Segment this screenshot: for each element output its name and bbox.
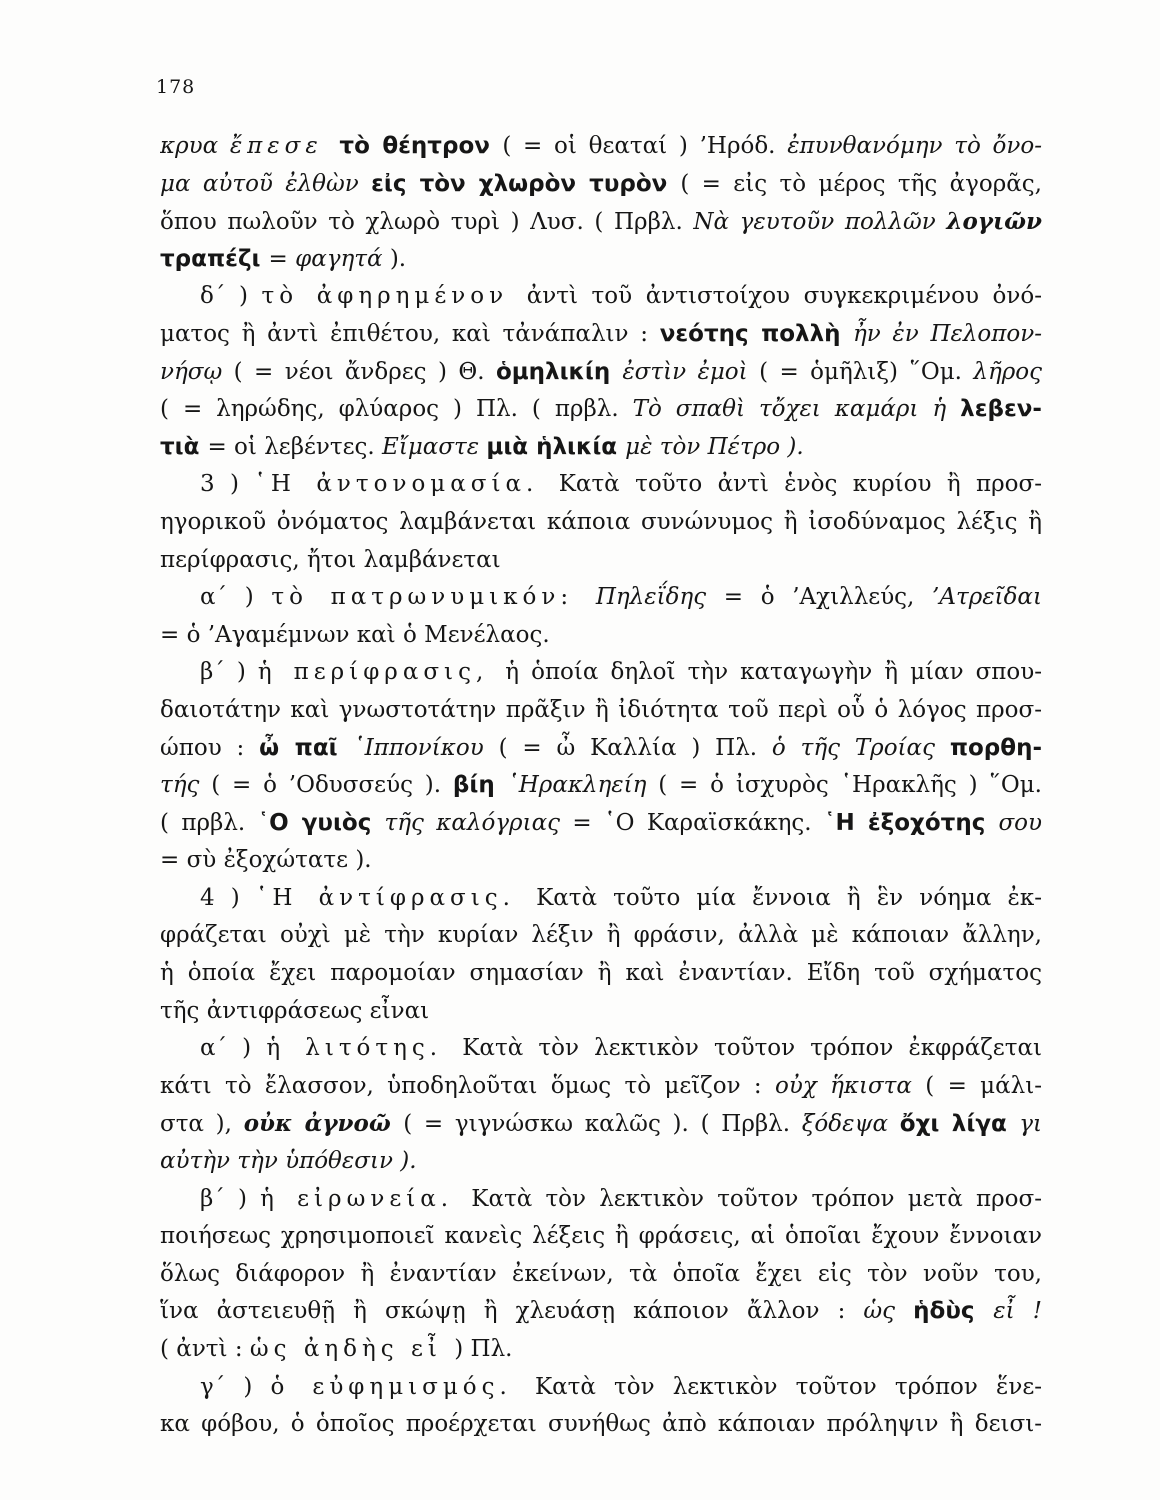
text-run: ὦ παῖ	[259, 734, 354, 761]
text-run: =	[268, 245, 296, 272]
text-run: ῾Ιππονίκου	[353, 734, 499, 761]
text-run: μιὰ ἡλικία	[486, 433, 626, 460]
text-run: ὁ τῆς Τροίας	[771, 734, 950, 761]
text-line	[160, 1293, 1042, 1331]
text-run: ξόδεψα	[801, 1111, 900, 1138]
text-run: φράζεται οὐχὶ μὲ τὴν κυρίαν λέξιν ἢ φράσιν, ἀλλὰ μὲ κάποιαν ἄλλην,	[160, 922, 1042, 949]
text-run: ( = γιγνώσκω καλῶς ). ( Πρβλ.	[403, 1111, 802, 1138]
text-run: ἡ ὁποία δηλοῖ τὴν καταγωγὴν ἢ μίαν σπου-	[505, 659, 1042, 686]
text-run: Νὰ γευτοῦν πολλῶν	[693, 209, 947, 236]
text-run: ποιήσεως χρησιμοποιεῖ κανεὶς λέξεις ἢ φράσεις, αἱ ὁποῖαι ἔχουν ἔννοιαν	[160, 1223, 1042, 1250]
text-run: ῾Η ἀντίφρασις.	[255, 884, 537, 911]
text-line	[160, 1369, 1042, 1407]
text-run: ( = ληρώδης, φλύαρος ) Πλ. ( πρβλ.	[160, 396, 633, 423]
text-run: λογιῶν	[946, 208, 1042, 236]
text-run: ( = ὁμῆλιξ) ῞Ομ.	[759, 358, 974, 385]
text-run: Εἴμαστε	[382, 433, 487, 460]
text-line	[160, 955, 1042, 993]
text-run: περίφρασις, ἤτοι λαμβάνεται	[160, 546, 501, 573]
text-run: Πηλεΐδης	[595, 584, 724, 611]
text-run: ( = οἱ θεαταί ) ’Ηρόδ.	[502, 133, 788, 159]
text-line	[160, 767, 1042, 805]
text-run: ῾Η ἀντονομασία.	[254, 471, 559, 498]
text-line	[160, 1181, 1042, 1219]
text-run: ἔπεσε	[229, 133, 340, 159]
text-run: ( πρβλ.	[160, 809, 258, 836]
text-run: = σὺ ἐξοχώτατε ).	[160, 847, 372, 874]
text-run: ῾Ο γυιὸς	[257, 809, 385, 836]
text-run: πορθη-	[949, 734, 1042, 761]
text-line	[160, 805, 1042, 843]
text-line	[160, 316, 1042, 354]
text-run: ὁ εὐφημισμός.	[270, 1373, 535, 1400]
text-run: οὐκ ἀγνοῶ	[243, 1110, 404, 1138]
text-run: ἡ ὁποία ἔχει παρομοίαν σημασίαν ἢ καὶ ἐναντίαν. Εἴδη τοῦ σχήματος	[160, 960, 1042, 987]
text-line	[160, 880, 1042, 918]
text-run: κα φόβου, ὁ ὁποῖος προέρχεται συνήθως ἀπὸ κάποιαν πρόληψιν ἢ δεισι-	[160, 1411, 1042, 1438]
text-run: ὄχι λίγα	[899, 1111, 1020, 1138]
text-run: Κατὰ τὸν λεκτικὸν τοῦτον τρόπον μετὰ προσ-	[471, 1185, 1042, 1212]
text-run: τῆς ἀντιφράσεως εἶναι	[160, 997, 430, 1024]
text-line	[160, 993, 1042, 1031]
text-run: ) Πλ.	[454, 1336, 513, 1362]
text-run: σου	[998, 809, 1042, 836]
text-line	[160, 617, 1042, 655]
text-run: ὁμηλικίη	[495, 358, 623, 385]
text-run: = ῾Ο Καραϊσκάκης.	[572, 809, 824, 836]
text-line	[160, 542, 1042, 580]
text-line	[160, 917, 1042, 955]
text-line	[160, 278, 1042, 316]
text-line	[160, 1331, 1042, 1369]
text-line	[160, 654, 1042, 692]
text-run: εἶ !	[993, 1298, 1042, 1325]
text-run: ( = μάλι-	[925, 1072, 1042, 1099]
text-run: β΄ )	[200, 659, 258, 686]
text-line	[160, 241, 1042, 279]
text-run: β΄ )	[200, 1185, 261, 1212]
text-run: κάτι τὸ ἔλασσον, ὑποδηλοῦται ὅμως τὸ μεῖζον :	[160, 1072, 775, 1099]
text-run: ῾Ηρακληείη	[507, 772, 659, 799]
text-line	[160, 466, 1042, 504]
text-run: δ΄ )	[200, 283, 262, 310]
text-line	[160, 128, 1042, 166]
text-run: στα ),	[160, 1111, 244, 1138]
text-run: τραπέζι	[160, 245, 269, 272]
text-run: ἐπυνθανόμην τὸ ὄνο-	[787, 133, 1042, 159]
text-line	[160, 429, 1042, 467]
text-run: τιὰ	[160, 433, 208, 460]
text-run: ῾Η ἐξοχότης	[824, 809, 999, 836]
text-run: τὸ πατρωνυμικόν:	[271, 584, 596, 611]
text-run: = ὁ ’Αχιλλεύς,	[723, 584, 933, 611]
text-run: Κατὰ τὸν λεκτικὸν τοῦτον τρόπον ἐκφράζεται	[462, 1035, 1042, 1062]
text-run: 4 )	[200, 884, 256, 911]
text-run: νήσῳ	[160, 358, 234, 385]
text-line	[160, 354, 1042, 392]
text-line	[160, 504, 1042, 542]
text-run: ὅπου πωλοῦν τὸ χλωρὸ τυρὶ ) Λυσ. ( Πρβλ.	[160, 209, 694, 236]
text-line	[160, 1105, 1042, 1143]
page-number: 178	[156, 76, 196, 98]
text-run: τὸ θέητρον	[339, 133, 503, 159]
text-line	[160, 1256, 1042, 1294]
text-run: μα αὐτοῦ ἐλθὼν	[160, 170, 372, 197]
text-run: φαγητά	[295, 245, 390, 272]
text-run: αὐτὴν τὴν ὑπόθεσιν ).	[160, 1148, 417, 1175]
text-run: ( = νέοι ἄνδρες ) Θ.	[233, 358, 496, 385]
text-line	[160, 1068, 1042, 1106]
text-run: α΄ )	[200, 584, 272, 611]
text-run: ἡδὺς	[913, 1298, 994, 1325]
text-run: λῆρος	[973, 358, 1042, 385]
text-run: οὐχ ἥκιστα	[775, 1072, 926, 1099]
text-line	[160, 1218, 1042, 1256]
text-line	[160, 842, 1042, 880]
text-line	[160, 730, 1042, 768]
text-run: ( ἀντὶ :	[160, 1336, 250, 1362]
text-run: γ΄ )	[200, 1373, 271, 1400]
text-run: Κατὰ τὸν λεκτικὸν τοῦτον τρόπον ἕνε-	[534, 1373, 1042, 1400]
text-line	[160, 1406, 1042, 1444]
text-run: ἵνα ἀστειευθῇ ἢ σκώψῃ ἢ χλευάσῃ κάποιον ἄλλον :	[160, 1298, 864, 1325]
text-run: τής	[160, 772, 212, 799]
text-run: ηγορικοῦ ὀνόματος λαμβάνεται κάποια συνώνυμος ἢ ἰσοδύναμος λέξις ἢ	[160, 508, 1042, 535]
text-run: ὡς	[863, 1298, 914, 1325]
text-run: ἡ εἰρωνεία.	[260, 1185, 472, 1212]
text-line	[160, 203, 1042, 241]
text-run: ( = εἰς τὸ μέρος τῆς ἀγορᾶς,	[680, 170, 1042, 197]
text-run: ).	[389, 245, 407, 272]
text-line	[160, 166, 1042, 204]
text-run: ματος ἢ ἀντὶ ἐπιθέτου, καὶ τἀνάπαλιν :	[160, 320, 660, 347]
body-text	[160, 128, 1042, 1444]
text-run: γι	[1019, 1111, 1042, 1138]
text-run: ώπου :	[160, 734, 260, 761]
text-run: νεότης πολλὴ	[659, 320, 853, 347]
text-run: ἡ περίφρασις,	[257, 659, 506, 686]
text-run: μὲ τὸν Πέτρο ).	[625, 433, 804, 460]
text-run: κρυα	[160, 133, 230, 159]
text-run: Κατὰ τοῦτο μία ἔννοια ἢ ἓν νόημα ἐκ-	[536, 884, 1042, 911]
text-line	[160, 692, 1042, 730]
text-line	[160, 391, 1042, 429]
text-run: τῆς καλόγριας	[384, 809, 573, 836]
text-run: Κατὰ τοῦτο ἀντὶ ἑνὸς κυρίου ἢ προσ-	[558, 471, 1042, 498]
text-line	[160, 1143, 1042, 1181]
text-run: = ὁ ’Αγαμέμνων καὶ ὁ Μενέλαος.	[160, 621, 550, 648]
text-run: α΄ )	[200, 1035, 267, 1062]
text-run: ’Ατρεῖδαι	[932, 584, 1042, 611]
text-run: ( = ὦ Καλλία ) Πλ.	[498, 734, 772, 761]
text-run: ὡς ἀηδὴς εἶ	[249, 1336, 455, 1362]
text-line	[160, 1030, 1042, 1068]
text-run: ( = ὁ ’Οδυσσεύς ).	[211, 772, 453, 799]
text-run: ὅλως διάφορον ἢ ἐναντίαν ἐκείνων, τὰ ὁποῖα ἔχει εἰς τὸν νοῦν του,	[160, 1260, 1042, 1287]
text-run: = οἱ λεβέντες.	[207, 433, 383, 460]
text-run: ( = ὁ ἰσχυρὸς ῾Ηρακλῆς ) ῞Ομ.	[658, 772, 1042, 799]
text-line	[160, 579, 1042, 617]
text-run: ἐστὶν ἐμοὶ	[622, 358, 760, 385]
text-run: λεβεν-	[960, 396, 1042, 423]
text-run: βίη	[452, 772, 508, 799]
text-run: ἀντὶ τοῦ ἀντιστοίχου συγκεκριμένου ὀνό-	[526, 283, 1042, 310]
text-run: Τὸ σπαθὶ τὄχει καμάρι ἡ	[632, 396, 961, 423]
text-run: δαιοτάτην καὶ γνωστοτάτην πρᾶξιν ἢ ἰδιότητα τοῦ περὶ οὗ ὁ λόγος προσ-	[160, 696, 1042, 723]
text-run: εἰς τὸν χλωρὸν τυρὸν	[371, 170, 681, 197]
text-run: ἦν ἐν Πελοπον-	[852, 320, 1042, 347]
text-run: τὸ ἀφηρημένον	[261, 283, 527, 310]
text-run: ἡ λιτότης.	[266, 1035, 463, 1062]
text-run: 3 )	[200, 471, 255, 498]
